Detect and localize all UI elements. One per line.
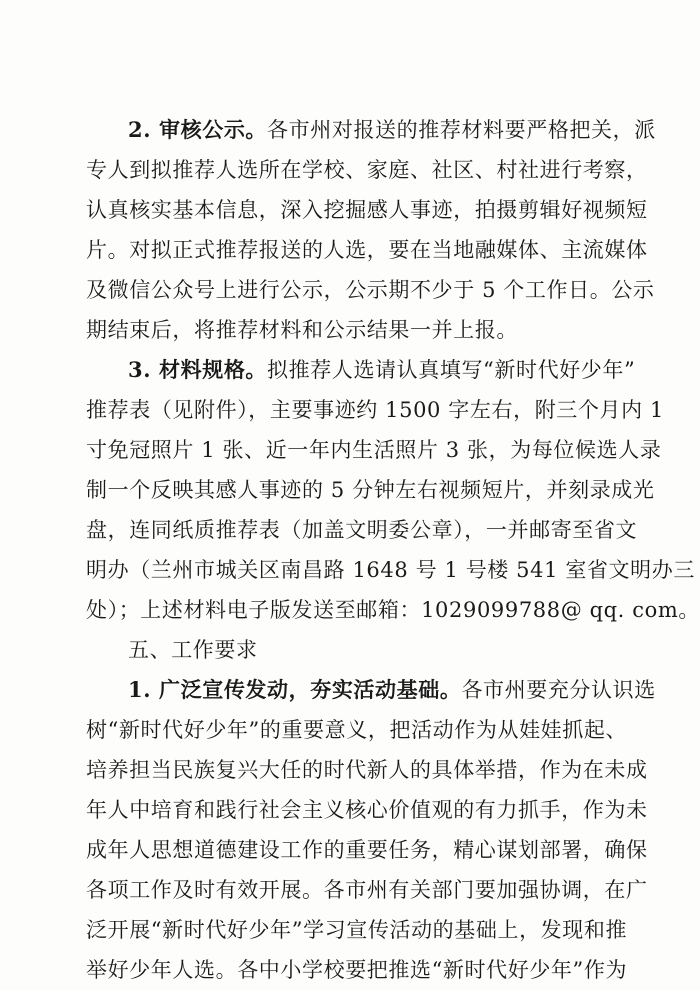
paragraph-publicity-line-2: 树“新时代好少年”的重要意义，把活动作为从娃娃抓起、	[86, 718, 628, 742]
section-heading: 五、工作要求	[128, 638, 258, 662]
paragraph-publicity-line-7: 泛开展“新时代好少年”学习宣传活动的基础上，发现和推	[86, 918, 628, 942]
paragraph-review-line-6: 期结束后，将推荐材料和公示结果一并上报。	[86, 318, 518, 342]
paragraph-review-text: 各市州对报送的推荐材料要严格把关，派	[267, 118, 656, 142]
paragraph-review-line-5: 及微信公众号上进行公示，公示期不少于 5 个工作日。公示	[86, 278, 655, 302]
paragraph-materials-line-1	[128, 350, 636, 390]
paragraph-publicity-text: 各市州要充分认识选	[461, 678, 656, 702]
paragraph-materials-line-3: 寸免冠照片 1 张、近一年内生活照片 3 张，为每位候选人录	[86, 438, 662, 462]
paragraph-materials-line-5: 盘，连同纸质推荐表（加盖文明委公章），一并邮寄至省文	[86, 518, 638, 542]
paragraph-publicity-line-5: 成年人思想道德建设工作的重要任务，精心谋划部署，确保	[86, 838, 648, 862]
paragraph-review-line-4: 片。对拟正式推荐报送的人选，要在当地融媒体、主流媒体	[86, 238, 648, 262]
paragraph-review-lead: 2. 审核公示。	[128, 117, 268, 142]
paragraph-publicity-lead: 1. 广泛宣传发动，夯实活动基础。	[128, 677, 462, 702]
paragraph-publicity-line-1	[128, 670, 656, 710]
paragraph-materials-text: 拟推荐人选请认真填写“新时代好少年”	[267, 358, 636, 382]
paragraph-materials-line-2: 推荐表（见附件），主要事迹约 1500 字左右，附三个月内 1	[86, 398, 664, 422]
paragraph-materials-line-7: 处）；上述材料电子版发送至邮箱：1029099788@ qq. com。	[86, 598, 700, 622]
paragraph-publicity-line-3: 培养担当民族复兴大任的时代新人的具体举措，作为在未成	[86, 758, 648, 782]
paragraph-publicity-line-6: 各项工作及时有效开展。各市州有关部门要加强协调，在广	[86, 878, 648, 902]
paragraph-materials-line-6: 明办（兰州市城关区南昌路 1648 号 1 号楼 541 室省文明办三	[86, 558, 695, 582]
paragraph-review-line-3: 认真核实基本信息，深入挖掘感人事迹，拍摄剪辑好视频短	[86, 198, 648, 222]
paragraph-publicity-line-8: 举好少年人选。各中小学校要把推选“新时代好少年”作为	[86, 958, 628, 982]
paragraph-publicity-line-4: 年人中培育和践行社会主义核心价值观的有力抓手，作为未	[86, 798, 648, 822]
paragraph-review-line-1	[128, 110, 656, 150]
paragraph-review-line-2: 专人到拟推荐人选所在学校、家庭、社区、村社进行考察，	[86, 158, 648, 182]
paragraph-materials-lead: 3. 材料规格。	[128, 357, 268, 382]
paragraph-materials-line-4: 制一个反映其感人事迹的 5 分钟左右视频短片，并刻录成光	[86, 478, 655, 502]
